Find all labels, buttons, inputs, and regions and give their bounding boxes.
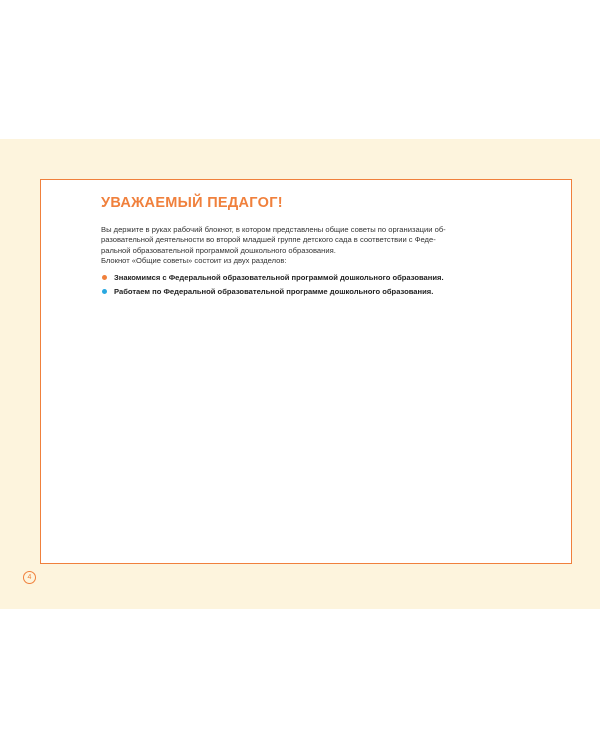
page-background xyxy=(0,139,600,609)
orange-bullet-icon xyxy=(102,275,107,280)
intro-paragraph xyxy=(101,225,521,267)
section-label: Знакомимся с Федеральной образовательной программой дошкольного образования. xyxy=(114,273,444,282)
intro-line: разовательной деятельности во второй младшей группе детского сада в соответствии с Феде- xyxy=(101,235,436,245)
section-label: Работаем по Федеральной образовательной программе дошкольного образования. xyxy=(114,287,434,296)
intro-line: ральной образовательной программой дошкольного образования. xyxy=(101,245,336,255)
intro-line: Вы держите в руках рабочий блокнот, в котором представлены общие советы по организации об- xyxy=(101,225,446,234)
page-number-badge: 4 xyxy=(23,571,36,584)
intro-line: Блокнот «Общие советы» состоит из двух разделов: xyxy=(101,256,287,266)
page-title: УВАЖАЕМЫЙ ПЕДАГОГ! xyxy=(101,195,283,211)
blue-bullet-icon xyxy=(102,289,107,294)
list-item xyxy=(101,287,541,297)
content-frame xyxy=(40,179,572,564)
section-list xyxy=(101,273,541,301)
list-item xyxy=(101,273,541,283)
